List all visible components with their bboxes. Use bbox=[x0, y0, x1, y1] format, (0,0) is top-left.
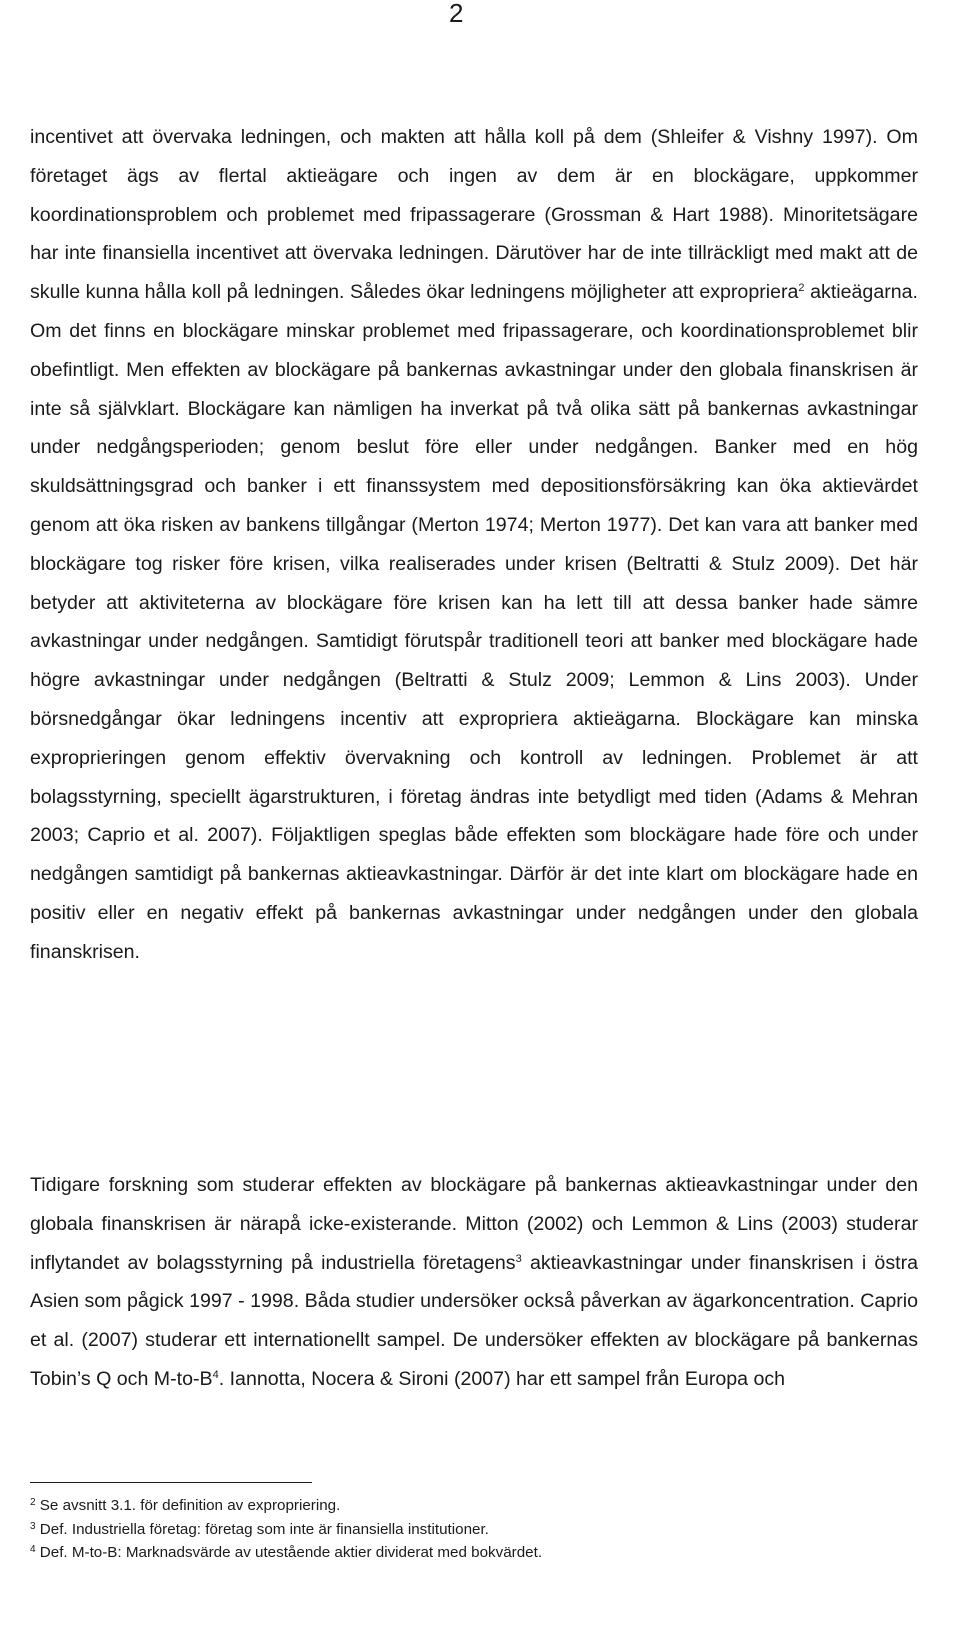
footnote-divider bbox=[30, 1482, 312, 1483]
footnote-marker: 2 bbox=[30, 1497, 36, 1508]
paragraph-text: aktieägarna. Om det finns en blockägare minskar problemet med fripassagerare, och koordinationsproblemet blir obefintligt. Men effekten av blockägare på bankernas avkastningar under den globala finanskrisen är inte så självklart. Blockägare kan nämligen ha inverkat på två olika sätt på bankernas avkastningar under nedgångsperioden; genom beslut före eller under nedgången. Banker med en hög skuldsättningsgrad och banker i ett finanssystem med depositionsförsäkring kan öka aktievärdet genom att öka risken av bankens tillgångar (Merton 1974; Merton 1977). Det kan vara att banker med blockägare tog risker före krisen, vilka realiserades under krisen (Beltratti & Stulz 2009). Det här betyder att aktiviteterna av blockägare före krisen kan ha lett till att dessa banker hade sämre avkastningar under nedgången. Samtidigt förutspår traditionell teori att banker med blockägare hade högre avkastningar under nedgången (Beltratti & Stulz 2009; Lemmon & Lins 2003). Under börsnedgångar ökar ledningens incentiv att expropriera aktieägarna. Blockägare kan minska exproprieringen genom effektiv övervakning och kontroll av ledningen. Problemet är att bolagsstyrning, speciellt ägarstrukturen, i företag ändras inte betydligt med tiden (Adams & Mehran 2003; Caprio et al. 2007). Följaktligen speglas både effekten som blockägare hade före och under nedgången samtidigt på bankernas aktieavkastningar. Därför är det inte klart om blockägare hade en positiv eller en negativ effekt på bankernas avkastningar under nedgången under den globala finanskrisen. bbox=[30, 281, 918, 963]
footnote bbox=[30, 1494, 930, 1518]
footnote-text: Def. Industriella företag: företag som inte är finansiella institutioner. bbox=[35, 1520, 489, 1538]
footnote bbox=[30, 1541, 930, 1565]
footnote-marker: 3 bbox=[30, 1520, 36, 1532]
footnote-text: Def. M-to-B: Marknadsvärde av utestående aktier dividerat med bokvärdet. bbox=[35, 1544, 543, 1562]
paragraph-text: incentivet att övervaka ledningen, och makten att hålla koll på dem (Shleifer & Vishny 1997). Om företaget ägs av flertal aktieägare och ingen av dem är en blockägare, uppkommer koordinationsproblem och problemet med fripassagerare (Grossman & Hart 1988). Minoritetsägare har inte finansiella incentivet att övervaka ledningen. Därutöver har de inte tillräckligt med makt att de skulle kunna hålla koll på ledningen. Således ökar ledningens möjligheter att expropriera bbox=[30, 126, 918, 304]
paragraph-text: aktieavkastningar under finanskrisen i östra Asien som pågick 1997 - 1998. Båda studier undersöker också påverkan av ägarkoncentration. Caprio et al. (2007) studerar ett internationellt sampel. De undersöker effekten av blockägare på bankernas Tobin’s Q och M-to-B bbox=[30, 1251, 918, 1390]
footnote-reference: 2 bbox=[798, 282, 805, 295]
page-number: 2 bbox=[449, 0, 464, 28]
body-paragraph bbox=[30, 1166, 918, 1399]
footnote-reference: 3 bbox=[515, 1252, 522, 1265]
footnote-marker: 4 bbox=[30, 1544, 36, 1556]
footnote bbox=[30, 1518, 930, 1542]
paragraph-text: Tidigare forskning som studerar effekten av blockägare på bankernas aktieavkastningar under den globala finanskrisen är närapå icke-existerande. Mitton (2002) och Lemmon & Lins (2003) studerar inflytandet av bolagsstyrning på industriella företagens bbox=[30, 1174, 918, 1274]
body-paragraph bbox=[30, 118, 918, 972]
footnote-reference: 4 bbox=[212, 1368, 219, 1381]
paragraph-text: . Iannotta, Nocera & Sironi (2007) har ett sampel från Europa och bbox=[218, 1367, 786, 1390]
footnotes bbox=[30, 1494, 930, 1565]
footnote-text: Se avsnitt 3.1. för definition av expropriering. bbox=[35, 1497, 341, 1514]
